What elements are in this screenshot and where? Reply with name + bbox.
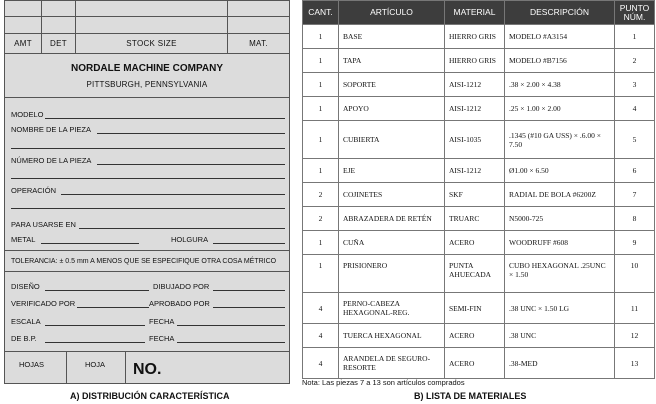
cell-punto: 2	[615, 49, 655, 73]
cell-cant: 4	[303, 324, 339, 348]
cell-cant: 1	[303, 25, 339, 49]
fill-line	[79, 228, 285, 229]
cell-punto: 3	[615, 73, 655, 97]
table-header-row	[303, 1, 655, 25]
cell-cant: 4	[303, 293, 339, 324]
title-block	[4, 0, 290, 384]
cell-descripcion: N5000-725	[505, 207, 615, 231]
cell-descripcion: RADIAL DE BOLA #6200Z	[505, 183, 615, 207]
label-para-usarse: PARA USARSE EN	[11, 220, 76, 229]
table-row	[303, 97, 655, 121]
label-operacion: OPERACIÓN	[11, 186, 57, 195]
cell-cant: 1	[303, 231, 339, 255]
cell-material: HIERRO GRIS	[445, 25, 505, 49]
divider	[66, 351, 67, 384]
label-escala: ESCALA	[11, 317, 41, 326]
cell-punto: 5	[615, 121, 655, 159]
fill-line	[77, 307, 149, 308]
table-row	[303, 183, 655, 207]
cell-articulo: CUÑA	[339, 231, 445, 255]
label-fecha: FECHA	[149, 334, 175, 343]
cell-cant: 2	[303, 207, 339, 231]
table-row	[303, 255, 655, 293]
cell-cant: 1	[303, 159, 339, 183]
cell-articulo: PERNO-CABEZA HEXAGONAL-REG.	[339, 293, 445, 324]
label-nombre-pieza: NOMBRE DE LA PIEZA	[11, 125, 92, 134]
cell-punto: 10	[615, 255, 655, 293]
cell-material: SEMI-FIN	[445, 293, 505, 324]
fill-line	[11, 178, 285, 179]
label-no: NO.	[133, 361, 162, 378]
table-row	[303, 348, 655, 379]
caption-b: B) LISTA DE MATERIALES	[414, 391, 527, 401]
table-row	[303, 73, 655, 97]
cell-articulo: EJE	[339, 159, 445, 183]
col-header-punto: PUNTO NÚM.	[615, 1, 655, 25]
fill-line	[45, 325, 145, 326]
table-row	[303, 49, 655, 73]
cell-descripcion: MODELO #B7156	[505, 49, 615, 73]
table-row	[303, 159, 655, 183]
label-diseno: DISEÑO	[11, 282, 40, 291]
cell-descripcion: .38 UNC × 1.50 LG	[505, 293, 615, 324]
cell-punto: 8	[615, 207, 655, 231]
divider	[5, 250, 289, 251]
table-row	[303, 121, 655, 159]
fill-line	[61, 194, 285, 195]
cell-material: AISI-1035	[445, 121, 505, 159]
fill-line	[11, 148, 285, 149]
cell-articulo: TUERCA HEXAGONAL	[339, 324, 445, 348]
cell-articulo: ABRAZADERA DE RETÉN	[339, 207, 445, 231]
header-det: DET	[42, 34, 76, 53]
table-row	[303, 293, 655, 324]
cell-material: HIERRO GRIS	[445, 49, 505, 73]
cell-punto: 1	[615, 25, 655, 49]
col-header-cant: CANT.	[303, 1, 339, 25]
bill-of-materials-table	[302, 0, 655, 379]
cell-articulo: CUBIERTA	[339, 121, 445, 159]
label-hojas: HOJAS	[19, 360, 45, 369]
fill-line	[97, 164, 285, 165]
stock-header-row	[5, 34, 289, 54]
col-header-descripcion: DESCRIPCIÓN	[505, 1, 615, 25]
cell-articulo: COJINETES	[339, 183, 445, 207]
cell-descripcion: .38 × 2.00 × 4.38	[505, 73, 615, 97]
tolerance-note: TOLERANCIA: ± 0.5 mm A MENOS QUE SE ESPECIFIQUE OTRA COSA MÉTRICO	[11, 258, 277, 265]
col-header-articulo: ARTÍCULO	[339, 1, 445, 25]
cell-material: ACERO	[445, 348, 505, 379]
label-holgura: HOLGURA	[171, 235, 209, 244]
fill-line	[97, 133, 285, 134]
cell-cant: 2	[303, 183, 339, 207]
company-name: NORDALE MACHINE COMPANY	[70, 63, 224, 74]
cell-descripcion: MODELO #A3154	[505, 25, 615, 49]
label-dibujado-por: DIBUJADO POR	[153, 282, 210, 291]
cell-articulo: ARANDELA DE SEGURO-RESORTE	[339, 348, 445, 379]
blank-row	[5, 17, 289, 34]
cell-punto: 4	[615, 97, 655, 121]
cell-material: SKF	[445, 183, 505, 207]
fill-line	[41, 243, 139, 244]
table-row	[303, 25, 655, 49]
cell-punto: 13	[615, 348, 655, 379]
divider	[5, 271, 289, 272]
cell-punto: 12	[615, 324, 655, 348]
cell-punto: 7	[615, 183, 655, 207]
cell-punto: 9	[615, 231, 655, 255]
cell-cant: 1	[303, 49, 339, 73]
divider	[5, 97, 289, 98]
label-aprobado-por: APROBADO POR	[149, 299, 210, 308]
cell-material: AISI-1212	[445, 97, 505, 121]
cell-descripcion: .25 × 1.00 × 2.00	[505, 97, 615, 121]
cell-cant: 4	[303, 348, 339, 379]
cell-descripcion: CUBO HEXAGONAL .25UNC × 1.50	[505, 255, 615, 293]
fill-line	[45, 290, 149, 291]
cell-articulo: BASE	[339, 25, 445, 49]
fill-line	[177, 325, 285, 326]
table-row	[303, 324, 655, 348]
fill-line	[11, 208, 285, 209]
table-row	[303, 231, 655, 255]
label-hoja: HOJA	[85, 360, 106, 369]
divider	[5, 351, 289, 352]
cell-cant: 1	[303, 97, 339, 121]
cell-material: TRUARC	[445, 207, 505, 231]
label-verificado-por: VERIFICADO POR	[11, 299, 76, 308]
cell-articulo: SOPORTE	[339, 73, 445, 97]
cell-descripcion: .38 UNC	[505, 324, 615, 348]
label-modelo: MODELO	[11, 110, 44, 119]
company-city: PITTSBURGH, PENNSYLVANIA	[86, 80, 208, 89]
cell-material: PUNTA AHUECADA	[445, 255, 505, 293]
table-row	[303, 207, 655, 231]
fill-line	[213, 243, 285, 244]
fill-line	[45, 118, 285, 119]
header-mat: MAT.	[249, 39, 268, 48]
cell-descripcion: Ø1.00 × 6.50	[505, 159, 615, 183]
caption-a: A) DISTRIBUCIÓN CARACTERÍSTICA	[70, 391, 230, 401]
col-header-material: MATERIAL	[445, 1, 505, 25]
fill-line	[213, 290, 285, 291]
fill-line	[45, 342, 145, 343]
label-numero-pieza: NÚMERO DE LA PIEZA	[11, 156, 92, 165]
label-de-bp: DE B.P.	[11, 334, 37, 343]
cell-articulo: PRISIONERO	[339, 255, 445, 293]
cell-cant: 1	[303, 121, 339, 159]
cell-descripcion: WOODRUFF #608	[505, 231, 615, 255]
cell-material: ACERO	[445, 231, 505, 255]
cell-articulo: APOYO	[339, 97, 445, 121]
fill-line	[177, 342, 285, 343]
cell-descripcion: .1345 (#10 GA USS) × .6.00 × 7.50	[505, 121, 615, 159]
divider	[125, 351, 126, 384]
cell-material: ACERO	[445, 324, 505, 348]
cell-cant: 1	[303, 255, 339, 293]
label-fecha: FECHA	[149, 317, 175, 326]
cell-punto: 11	[615, 293, 655, 324]
cell-articulo: TAPA	[339, 49, 445, 73]
cell-punto: 6	[615, 159, 655, 183]
purchased-parts-note: Nota: Las piezas 7 a 13 son artículos comprados	[302, 378, 465, 387]
cell-material: AISI-1212	[445, 159, 505, 183]
header-stock-size: STOCK SIZE	[76, 34, 228, 53]
cell-cant: 1	[303, 73, 339, 97]
label-metal: METAL	[11, 235, 36, 244]
header-amt: AMT	[5, 34, 42, 53]
fill-line	[213, 307, 285, 308]
cell-descripcion: .38-MED	[505, 348, 615, 379]
blank-row	[5, 1, 289, 17]
cell-material: AISI-1212	[445, 73, 505, 97]
